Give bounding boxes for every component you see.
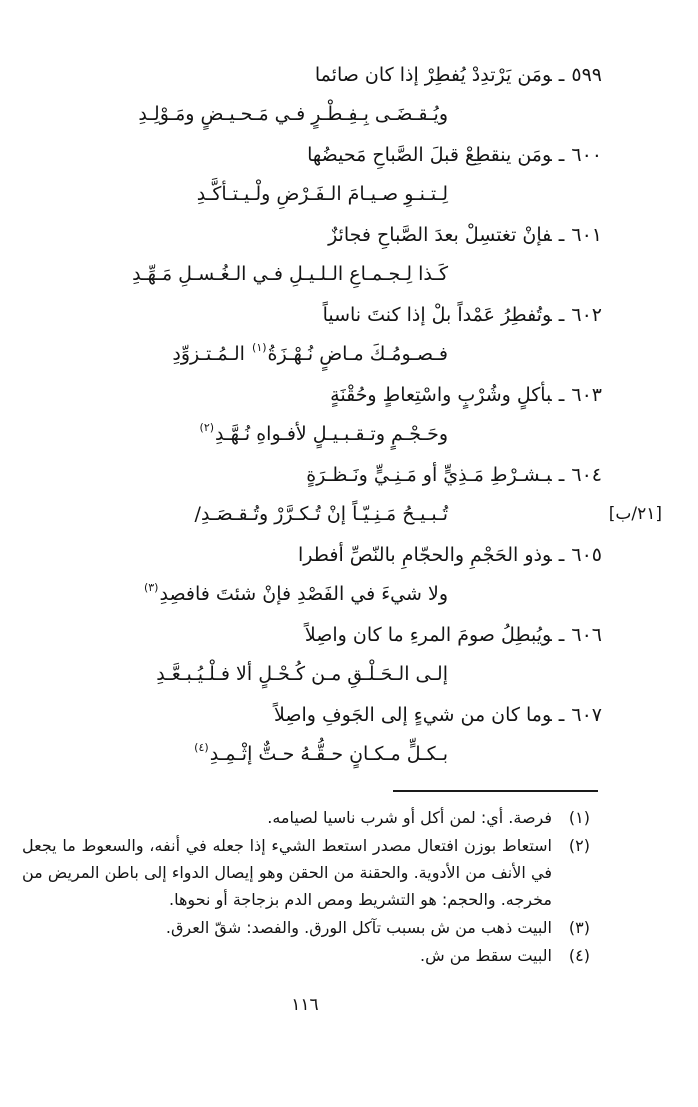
verse-dash: ـ <box>558 384 565 406</box>
hemistich-2-text: لِـتـنـوِ صـيـامَ الـفَـرْضِ ولْـيـتـأكَّـدِ <box>196 183 448 205</box>
footnote-ref: (٤) <box>194 741 209 754</box>
hemistich-1-text: بـشـرْطِ مَـذِيٍّ أو مَـنِـيٍّ ونَـظـرَةٍ <box>306 464 552 486</box>
verse-dash: ـ <box>558 544 565 566</box>
verse-number: ٦٠٠ <box>571 144 602 166</box>
verse-hemistich-2 <box>0 575 698 614</box>
verse-hemistich-2 <box>0 735 698 774</box>
hemistich-1-text: وتُفطِرُ عَمْداً بلْ إذا كنتَ ناسياً <box>322 304 552 326</box>
verse-hemistich-2 <box>0 655 698 694</box>
verse-dash: ـ <box>558 464 565 486</box>
footnote-ref: (٢) <box>199 421 215 434</box>
hemistich-1-text: ومَن ينقطِعْ قبلَ الصَّباحِ مَحيضُها <box>307 144 552 166</box>
footnote-text: البيت ذهب من ش بسبب تآكل الورق. والفصد: شقّ العرق. <box>165 918 552 937</box>
verse-hemistich-2 <box>0 335 698 374</box>
verse-hemistich-1 <box>0 296 698 335</box>
verse-number: ٦٠١ <box>571 224 602 246</box>
verse-dash: ـ <box>558 64 565 86</box>
hemistich-2-text: ولا شيءَ في الفَصْدِ فإنْ شئتَ فافصِدِ <box>159 583 448 605</box>
verse-604 <box>0 456 698 534</box>
hemistich-2-text: بـكـلٍّ مـكـانٍ حـقُّـهُ حـتٌّ إثْـمِـدِ <box>209 743 448 765</box>
verse-number: ٦٠٦ <box>571 624 602 646</box>
verse-hemistich-1 <box>0 216 698 255</box>
hemistich-1-text: بأكلٍ وشُرْبٍ واسْتِعاطٍ وحُقْنَةٍ <box>330 384 552 406</box>
verse-number: ٦٠٢ <box>571 304 602 326</box>
verse-number: ٦٠٧ <box>571 704 602 726</box>
verse-606 <box>0 616 698 694</box>
verse-600 <box>0 136 698 214</box>
hemistich-2-text: فـصـومُـكَ مـاضٍ نُـهْـزَةُ <box>267 343 448 365</box>
footnote-text: فرصة. أي: لمن أكل أو شرب ناسيا لصيامه. <box>267 808 552 827</box>
verse-dash: ـ <box>558 224 565 246</box>
verse-hemistich-2 <box>0 415 698 454</box>
hemistich-2-text: كَـذا لِـجـمـاعِ الـلـيـلِ فـي الـغُـسـلِ مَـهِّـدِ <box>132 263 448 285</box>
footnote-marker: (٤) <box>568 946 590 965</box>
hemistich-2-text: ويُـقـضَـى بِـفِـطْـرٍ فـي مَـحـيـضٍ ومَـوْلِـدِ <box>138 103 448 125</box>
verse-hemistich-1 <box>0 616 698 655</box>
footnotes-section <box>0 804 698 969</box>
hemistich-1-text: وما كان من شيءٍ إلى الجَوفِ واصِلاً <box>273 704 552 726</box>
verse-number: ٦٠٥ <box>571 544 602 566</box>
verse-number: ٦٠٤ <box>571 464 602 486</box>
footnote-ref: (١) <box>252 341 267 354</box>
verse-hemistich-1 <box>0 536 698 575</box>
verse-hemistich-2 <box>0 175 698 214</box>
footnote-2 <box>22 832 590 913</box>
footnote-marker: (٣) <box>568 918 590 937</box>
verse-605 <box>0 536 698 614</box>
hemistich-2-text-cont: الـمُـتـزوِّدِ <box>172 343 252 365</box>
footnote-ref: (٣) <box>143 581 159 594</box>
hemistich-1-text: وذو الحَجْمِ والحجّامِ بالنّصِّ أفطرا <box>298 544 552 566</box>
verse-number: ٥٩٩ <box>571 64 602 86</box>
verse-603 <box>0 376 698 454</box>
verse-hemistich-2 <box>0 495 698 534</box>
verse-dash: ـ <box>558 704 565 726</box>
verse-601 <box>0 216 698 294</box>
footnote-marker: (٢) <box>568 836 590 855</box>
verse-dash: ـ <box>558 624 565 646</box>
verse-hemistich-2 <box>0 255 698 294</box>
footnote-text: البيت سقط من ش. <box>420 946 552 965</box>
verse-hemistich-1 <box>0 376 698 415</box>
page-number: ١١٦ <box>291 995 319 1015</box>
footnote-text: استعاط بوزن افتعال مصدر استعط الشيء إذا جعله في أنفه، والسعوط ما يجعل في الأنف من الأدوية. والحقنة من الحقن وهو إيصال الدواء إلى باطن المريض من مخرجه. والحجم: هو التشريط ومص الدم بزجاجة أو نحوها. <box>22 836 552 909</box>
hemistich-2-text: وحَـجْـمٍ وتـقـبـيـلٍ لأفـواهِ نُـهَّـدِ <box>215 423 448 445</box>
hemistich-1-text: ومَن يَرْتدِدْ يُفطِرْ إذا كان صائما <box>314 64 552 86</box>
verse-dash: ـ <box>558 304 565 326</box>
footnote-separator <box>393 790 598 792</box>
verse-hemistich-1 <box>0 136 698 175</box>
verse-hemistich-1 <box>0 56 698 95</box>
verse-hemistich-1 <box>0 696 698 735</box>
hemistich-2-text: إلـى الـحَـلْـقِ مـن كُـحْـلٍ ألا فـلْـيُـبـعَّـدِ <box>156 663 448 685</box>
hemistich-1-text: فإنْ تغتسِلْ بعدَ الصَّباحِ فجائزٌ <box>328 224 552 246</box>
verse-607 <box>0 696 698 774</box>
footnote-4 <box>22 942 590 969</box>
verse-599 <box>0 56 698 134</box>
folio-marker: [٢١/ب] <box>608 504 662 524</box>
verse-number: ٦٠٣ <box>571 384 602 406</box>
footnote-marker: (١) <box>568 808 590 827</box>
hemistich-2-text: تُـبـيـحُ مَـنِـيّـاً إنْ تُـكـرَّرْ وتُـقـصَـدِ/ <box>194 503 448 525</box>
verse-hemistich-2 <box>0 95 698 134</box>
hemistich-1-text: ويُبطِلُ صومَ المرءِ ما كان واصِلاً <box>304 624 552 646</box>
footnote-3 <box>22 914 590 941</box>
verse-dash: ـ <box>558 144 565 166</box>
verse-602 <box>0 296 698 374</box>
footnote-1 <box>22 804 590 831</box>
verse-hemistich-1 <box>0 456 698 495</box>
